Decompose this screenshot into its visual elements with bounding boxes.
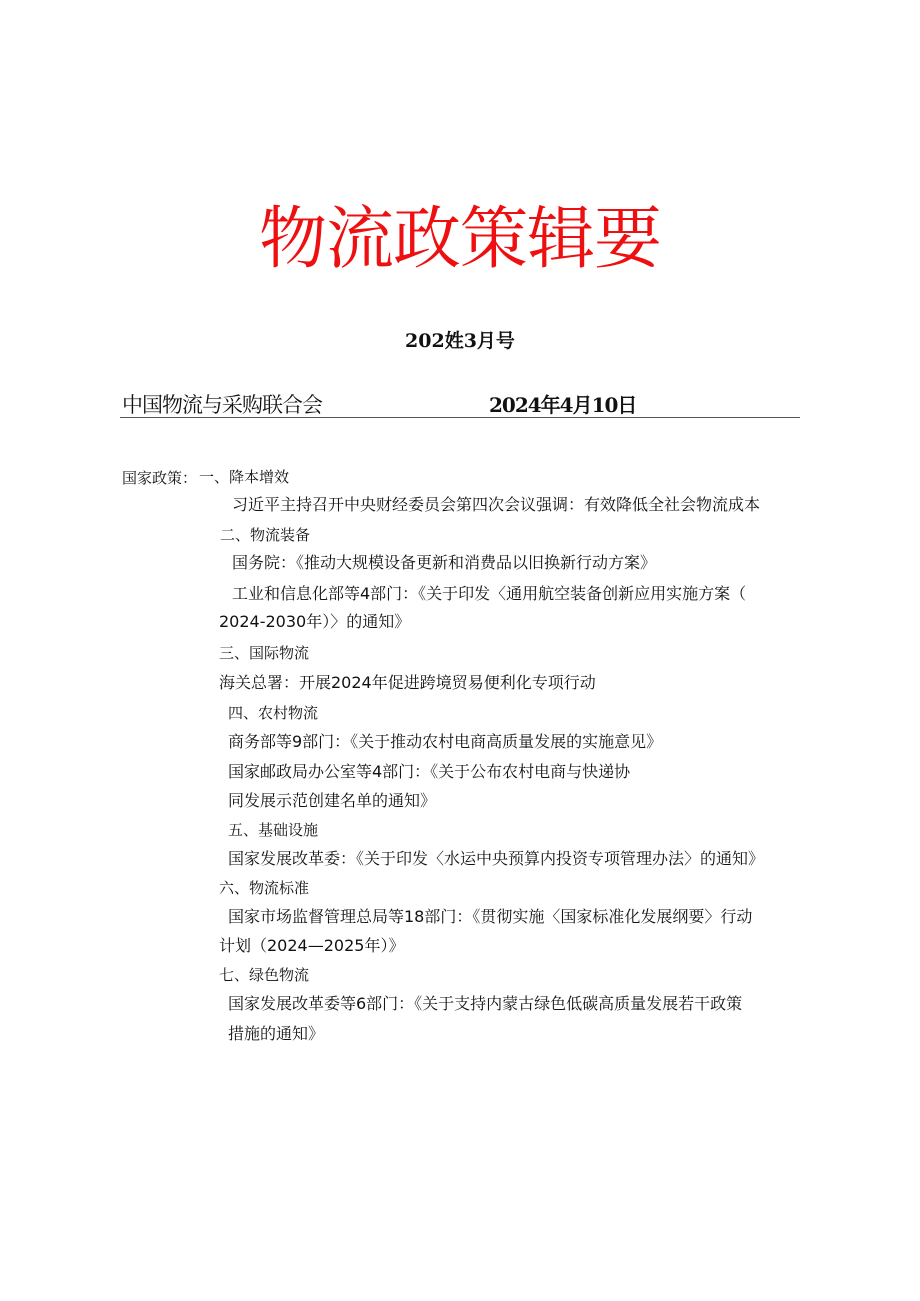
policy-item-continuation: 计划（2024—2025年）》 [219,936,405,955]
policy-item: 习近平主持召开中央财经委员会第四次会议强调：有效降低全社会物流成本 [232,495,761,514]
policy-item-continuation: 2024-2030年）〉的通知》 [219,612,411,631]
policy-item: 国家发展改革委：《关于印发〈水运中央预算内投资专项管理办法〉的通知》 [228,849,765,868]
section-heading-rural: 四、农村物流 [228,704,319,722]
policy-item-continuation: 同发展示范创建名单的通知》 [228,791,437,810]
publish-date: 2024年4月10日 [489,393,637,417]
category-label: 国家政策： [122,469,198,487]
document-title: 物流政策辑要 [258,200,661,279]
section-heading-infrastructure: 五、基础设施 [228,821,319,839]
policy-item: 工业和信息化部等4部门：《关于印发〈通用航空装备创新应用实施方案（ [232,584,747,603]
policy-item: 国家发展改革委等6部门：《关于支持内蒙古绿色低碳高质量发展若干政策 [228,994,743,1013]
policy-item: 国家市场监督管理总局等18部门：《贯彻实施〈国家标准化发展纲要〉行动 [228,907,753,926]
policy-item-continuation: 措施的通知》 [228,1024,325,1043]
issue-number: 202姓3月号 [405,330,515,352]
section-heading-standards: 六、物流标准 [219,879,310,897]
section-heading-equipment: 二、物流装备 [220,526,311,544]
section-heading-cost-reduction: 一、降本增效 [199,468,290,486]
header-divider [120,417,800,418]
policy-item: 海关总署：开展2024年促进跨境贸易便利化专项行动 [219,673,596,692]
policy-item: 国家邮政局办公室等4部门：《关于公布农村电商与快递协 [228,762,631,781]
section-heading-international: 三、国际物流 [219,644,310,662]
policy-item: 国务院：《推动大规模设备更新和消费品以旧换新行动方案》 [232,553,657,572]
section-heading-green: 七、绿色物流 [219,966,310,984]
policy-item: 商务部等9部门：《关于推动农村电商高质量发展的实施意见》 [228,732,663,751]
organization-name: 中国物流与采购联合会 [122,393,322,417]
